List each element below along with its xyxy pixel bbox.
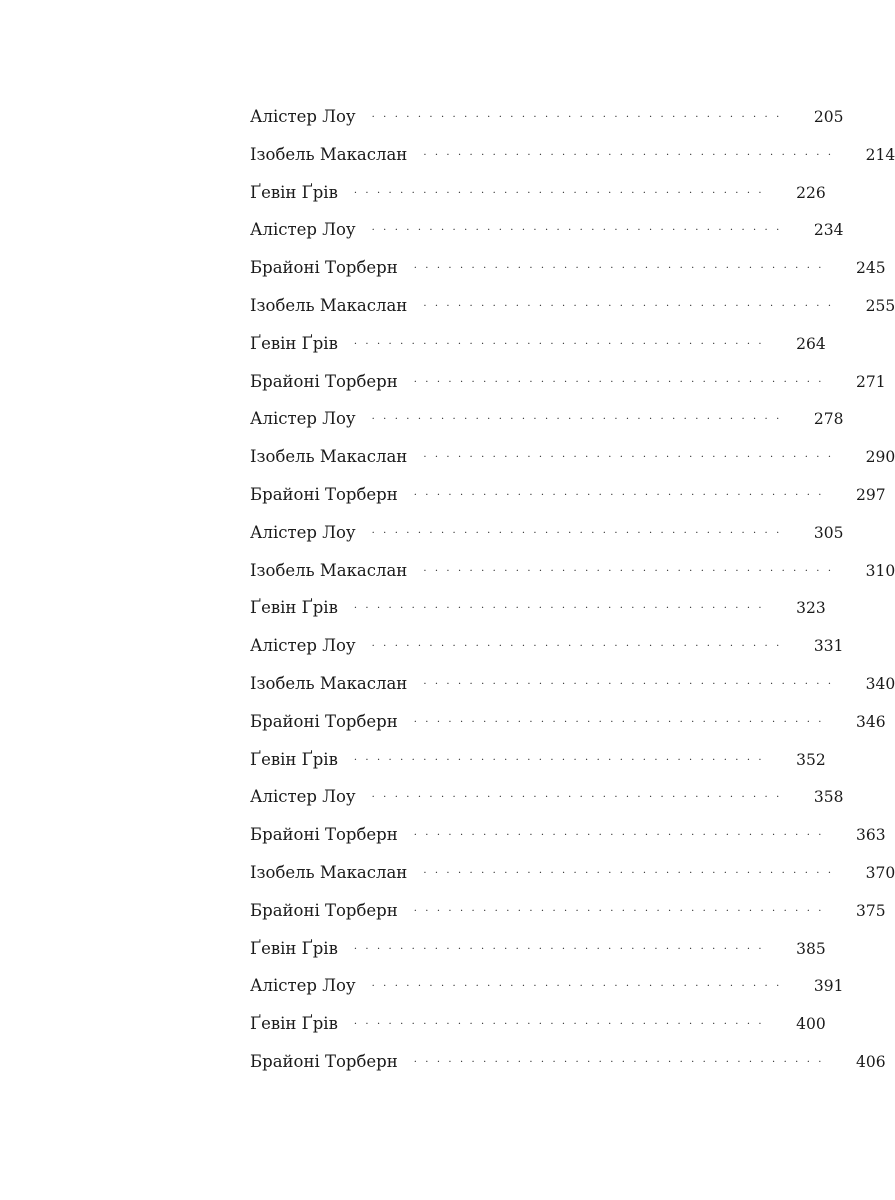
toc-entry <box>250 892 886 930</box>
dot-leader: · · · · · · · · · · · · · · · · · · · · · · · · · · · · · · · · · · · · <box>413 716 825 728</box>
toc-entry-name: Алістер Лоу <box>250 636 356 656</box>
toc-entry-page-number: 358 <box>813 788 844 807</box>
table-of-contents <box>250 98 895 1081</box>
toc-entry <box>250 400 844 438</box>
toc-entry-page-number: 278 <box>813 410 844 429</box>
toc-entry <box>250 665 895 703</box>
toc-entry-name: Брайоні Торберн <box>250 711 398 731</box>
toc-entry <box>250 325 826 363</box>
toc-entry <box>250 1005 826 1043</box>
toc-entry-page-number: 391 <box>813 977 844 996</box>
dot-leader: · · · · · · · · · · · · · · · · · · · · · · · · · · · · · · · · · · · · <box>371 414 782 426</box>
dot-leader: · · · · · · · · · · · · · · · · · · · · · · · · · · · · · · · · · · · · <box>413 489 825 501</box>
toc-entry-name: Ізобель Макаслан <box>250 144 408 164</box>
toc-entry-name: Алістер Лоу <box>250 976 356 996</box>
dot-leader: · · · · · · · · · · · · · · · · · · · · · · · · · · · · · · · · · · · · <box>413 263 825 275</box>
toc-entry <box>250 967 844 1005</box>
dot-leader: · · · · · · · · · · · · · · · · · · · · · · · · · · · · · · · · · · · · <box>371 641 782 653</box>
toc-entry-page-number: 340 <box>865 674 895 693</box>
dot-leader: · · · · · · · · · · · · · · · · · · · · · · · · · · · · · · · · · · · · <box>423 149 834 161</box>
dot-leader: · · · · · · · · · · · · · · · · · · · · · · · · · · · · · · · · · · · · <box>353 943 765 955</box>
dot-leader: · · · · · · · · · · · · · · · · · · · · · · · · · · · · · · · · · · · · <box>413 376 825 388</box>
toc-entry-page-number: 234 <box>813 221 844 240</box>
toc-entry-name: Ізобель Макаслан <box>250 447 408 467</box>
toc-entry-page-number: 331 <box>813 637 844 656</box>
toc-entry-page-number: 214 <box>865 145 895 164</box>
toc-entry <box>250 589 826 627</box>
dot-leader: · · · · · · · · · · · · · · · · · · · · · · · · · · · · · · · · · · · · <box>371 792 782 804</box>
dot-leader: · · · · · · · · · · · · · · · · · · · · · · · · · · · · · · · · · · · · <box>413 905 825 917</box>
dot-leader: · · · · · · · · · · · · · · · · · · · · · · · · · · · · · · · · · · · · <box>413 1056 825 1068</box>
toc-entry-name: Ізобель Макаслан <box>250 560 408 580</box>
toc-entry-name: Брайоні Торберн <box>250 371 398 391</box>
toc-entry <box>250 741 826 779</box>
toc-entry <box>250 438 895 476</box>
toc-entry-page-number: 375 <box>856 901 886 920</box>
toc-entry <box>250 703 886 741</box>
toc-entry-page-number: 323 <box>796 599 826 618</box>
dot-leader: · · · · · · · · · · · · · · · · · · · · · · · · · · · · · · · · · · · · <box>413 830 825 842</box>
toc-entry <box>250 363 886 401</box>
toc-entry-name: Алістер Лоу <box>250 107 356 126</box>
toc-entry-name: Брайоні Торберн <box>250 1051 398 1071</box>
toc-entry-name: Брайоні Торберн <box>250 900 398 920</box>
toc-entry-name: Ґевін Ґрів <box>250 1014 338 1034</box>
dot-leader: · · · · · · · · · · · · · · · · · · · · · · · · · · · · · · · · · · · · <box>353 187 765 199</box>
toc-entry-name: Ґевін Ґрів <box>250 598 338 618</box>
dot-leader: · · · · · · · · · · · · · · · · · · · · · · · · · · · · · · · · · · · · <box>353 1019 765 1031</box>
toc-entry-page-number: 305 <box>813 523 844 542</box>
toc-entry-page-number: 226 <box>796 183 826 202</box>
toc-entry-name: Алістер Лоу <box>250 409 356 429</box>
toc-entry <box>250 174 826 212</box>
toc-entry <box>250 816 886 854</box>
dot-leader: · · · · · · · · · · · · · · · · · · · · · · · · · · · · · · · · · · · · <box>423 300 834 312</box>
dot-leader: · · · · · · · · · · · · · · · · · · · · · · · · · · · · · · · · · · · · <box>353 603 765 615</box>
toc-entry-name: Ґевін Ґрів <box>250 938 338 958</box>
toc-entry <box>250 627 844 665</box>
toc-entry <box>250 930 826 968</box>
toc-entry <box>250 98 844 136</box>
toc-entry-page-number: 297 <box>856 485 886 504</box>
toc-entry <box>250 211 844 249</box>
toc-entry-page-number: 255 <box>865 296 895 315</box>
dot-leader: · · · · · · · · · · · · · · · · · · · · · · · · · · · · · · · · · · · · <box>371 225 782 237</box>
dot-leader: · · · · · · · · · · · · · · · · · · · · · · · · · · · · · · · · · · · · <box>353 754 765 766</box>
toc-entry-page-number: 406 <box>856 1052 886 1071</box>
dot-leader: · · · · · · · · · · · · · · · · · · · · · · · · · · · · · · · · · · · · <box>423 452 834 464</box>
toc-entry-name: Алістер Лоу <box>250 220 356 240</box>
toc-entry-name: Ґевін Ґрів <box>250 333 338 353</box>
toc-entry-page-number: 245 <box>856 259 886 278</box>
toc-entry-page-number: 205 <box>813 108 844 126</box>
toc-entry-page-number: 400 <box>796 1015 826 1034</box>
toc-entry <box>250 287 895 325</box>
toc-entry-page-number: 290 <box>865 448 895 467</box>
toc-entry-name: Брайоні Торберн <box>250 258 398 278</box>
dot-leader: · · · · · · · · · · · · · · · · · · · · · · · · · · · · · · · · · · · · <box>371 527 782 539</box>
toc-entry-page-number: 385 <box>796 939 826 958</box>
toc-entry-name: Ґевін Ґрів <box>250 182 338 202</box>
toc-entry <box>250 514 844 552</box>
dot-leader: · · · · · · · · · · · · · · · · · · · · · · · · · · · · · · · · · · · · <box>423 565 834 577</box>
dot-leader: · · · · · · · · · · · · · · · · · · · · · · · · · · · · · · · · · · · · <box>423 867 834 879</box>
toc-entry-name: Брайоні Торберн <box>250 825 398 845</box>
toc-entry-name: Алістер Лоу <box>250 522 356 542</box>
toc-entry-name: Брайоні Торберн <box>250 484 398 504</box>
toc-entry-name: Ґевін Ґрів <box>250 749 338 769</box>
toc-entry-page-number: 271 <box>856 372 886 391</box>
toc-entry-page-number: 352 <box>796 750 826 769</box>
toc-entry-name: Алістер Лоу <box>250 787 356 807</box>
toc-entry <box>250 778 844 816</box>
toc-entry <box>250 552 895 590</box>
toc-entry-page-number: 264 <box>796 334 826 353</box>
toc-entry <box>250 1043 886 1081</box>
toc-entry-page-number: 310 <box>865 561 895 580</box>
dot-leader: · · · · · · · · · · · · · · · · · · · · · · · · · · · · · · · · · · · · <box>423 678 834 690</box>
dot-leader: · · · · · · · · · · · · · · · · · · · · · · · · · · · · · · · · · · · · <box>371 981 782 993</box>
toc-entry-page-number: 370 <box>865 863 895 882</box>
toc-entry-name: Ізобель Макаслан <box>250 673 408 693</box>
toc-entry-page-number: 346 <box>856 712 886 731</box>
dot-leader: · · · · · · · · · · · · · · · · · · · · · · · · · · · · · · · · · · · · <box>371 112 782 123</box>
toc-entry-name: Ізобель Макаслан <box>250 862 408 882</box>
toc-entry <box>250 476 886 514</box>
toc-entry <box>250 136 895 174</box>
toc-entry-name: Ізобель Макаслан <box>250 295 408 315</box>
dot-leader: · · · · · · · · · · · · · · · · · · · · · · · · · · · · · · · · · · · · <box>353 338 765 350</box>
toc-entry-page-number: 363 <box>856 826 886 845</box>
toc-entry <box>250 249 886 287</box>
toc-entry <box>250 854 895 892</box>
